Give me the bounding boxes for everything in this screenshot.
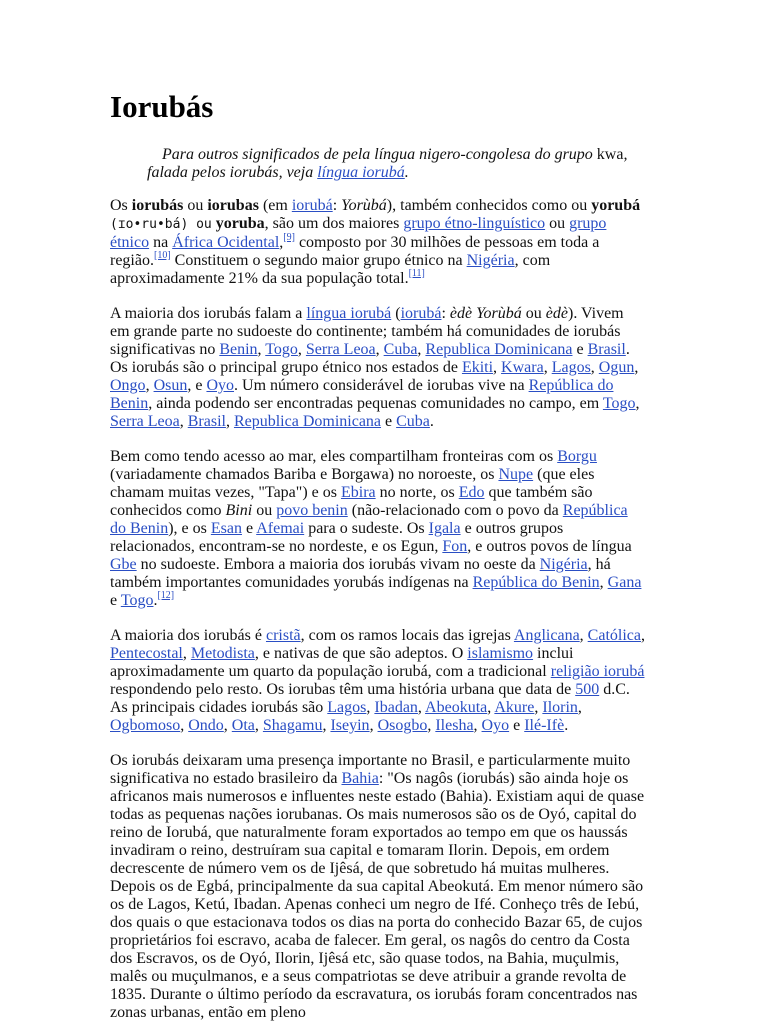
- link-ebira[interactable]: Ebira: [340, 484, 376, 501]
- link-metodista[interactable]: Metodista: [190, 645, 255, 662]
- paragraph-text: ,: [225, 413, 234, 430]
- link-lingua-ioruba[interactable]: língua iorubá: [317, 164, 405, 181]
- paragraph-text: ,: [590, 359, 599, 376]
- link-oyo[interactable]: Oyo: [481, 717, 510, 734]
- paragraph-text: e: [110, 592, 121, 609]
- italic-term: èdè: [545, 305, 568, 322]
- link-republica-dominicana[interactable]: Republica Dominicana: [233, 413, 382, 430]
- paragraph-text: : "Os nagôs (iorubás) são ainda hoje os africanos mais numerosos e influentes neste estado (Bahia). Existiam aqui de quase todas as pequenas nações iorubanas. Os mais numerosos são os de Oyó, capital do reino de Iorubá, que naturalmente foram exportados ao tempo em que os haussás invadiram o reino, destruíram sua capital e tomaram Ilorin. Depois, em ordem decrescente de número vem os de Ijêsá, de que sobretudo há muitas mulheres. Depois os de Egbá, principalmente da sua capital Abeokutá. Em menor número são os de Lagos, Ketú, Ibadan. Apenas conheci um negro de Ifé. Conheço três de Iebú, dos quais o que estacionava todos os dias na porta do conhecido Bazar 65, de cujos proprietários foi escravo, acaba de falecer. Em geral, os nagôs do centro da Costa dos Escravos, os de Oyó, Ilorin, Ijêsá etc, são quase todos, na Bahia, muçulmis, malês ou muçulmanos, e a seus compatriotas se deve atribuir a grande revolta de 1835. Durante o último período da escravatura, os iorubás foram concentrados nas zonas urbanas, então em pleno: [110, 770, 645, 1021]
- paragraph-text: ,: [634, 359, 639, 376]
- hatnote: [147, 146, 645, 182]
- bold-term: yorubá: [591, 197, 641, 214]
- paragraph-3: [110, 448, 645, 610]
- bold-term: yoruba: [215, 215, 265, 232]
- paragraph-text: ,: [417, 341, 426, 358]
- link-osun[interactable]: Osun: [153, 377, 188, 394]
- link-ibadan[interactable]: Ibadan: [374, 699, 418, 716]
- page-title: Iorubás: [110, 89, 214, 124]
- paragraph-text: , há também importantes comunidades yorubás indígenas na: [110, 556, 611, 591]
- bold-term: iorubas: [207, 197, 259, 214]
- link-brasil[interactable]: Brasil: [187, 413, 226, 430]
- link-esan[interactable]: Esan: [210, 520, 242, 537]
- paragraph-text: ,: [579, 627, 588, 644]
- link-lingua-ioruba[interactable]: língua iorubá: [306, 305, 392, 322]
- link-igala[interactable]: Igala: [428, 520, 461, 537]
- paragraph-text: ,: [366, 699, 375, 716]
- italic-term: Bini: [225, 502, 253, 519]
- link-cuba[interactable]: Cuba: [383, 341, 418, 358]
- link-shagamu[interactable]: Shagamu: [262, 717, 323, 734]
- link-akure[interactable]: Akure: [494, 699, 535, 716]
- link-oyo[interactable]: Oyo: [206, 377, 235, 394]
- paragraph-text: (não-relacionado com o povo da: [347, 502, 563, 519]
- paragraph-text: ,: [640, 627, 645, 644]
- paragraph-text: Os: [110, 197, 132, 214]
- link-catolica[interactable]: Católica: [587, 627, 641, 644]
- link-brasil[interactable]: Brasil: [587, 341, 626, 358]
- article: [110, 89, 645, 1022]
- paragraph-text: ,: [577, 699, 582, 716]
- link-religiao-ioruba[interactable]: religião iorubá: [550, 663, 645, 680]
- paragraph-text: ,: [180, 717, 189, 734]
- paragraph-text: Bem como tendo acesso ao mar, eles compartilham fronteiras com os: [110, 448, 558, 465]
- paragraph-text: ,: [599, 574, 608, 591]
- link-ioruba[interactable]: iorubá: [400, 305, 442, 322]
- paragraph-text: , são um dos maiores: [264, 215, 404, 232]
- pronunciation-text: (ɪo•ru•bá) ou: [110, 217, 212, 232]
- link-islamismo[interactable]: islamismo: [467, 645, 534, 662]
- paragraph-text: composto por 30 milhões de pessoas em toda a região.: [110, 234, 600, 269]
- link-cuba[interactable]: Cuba: [396, 413, 430, 430]
- link-500[interactable]: 500: [575, 681, 600, 698]
- italic-term: Yorùbá: [341, 197, 387, 214]
- paragraph-text: no norte, os: [375, 484, 459, 501]
- paragraph-text: na: [149, 234, 173, 251]
- paragraph-text: (em: [258, 197, 292, 214]
- paragraph-text: e: [381, 413, 397, 430]
- paragraph-text: ,: [543, 359, 552, 376]
- link-republica-dominicana[interactable]: Republica Dominicana: [425, 341, 573, 358]
- paragraph-text: , e: [187, 377, 207, 394]
- paragraph-text: Constituem o segundo maior grupo étnico na: [170, 252, 467, 269]
- paragraph-text: . Os iorubás são o principal grupo étnico nos estados de: [110, 341, 630, 376]
- paragraph-text: . Um número considerável de iorubas vive na: [234, 377, 529, 394]
- paragraph-text: , e nativas de que são adeptos. O: [254, 645, 468, 662]
- paragraph-2: [110, 305, 645, 431]
- paragraph-text: ou: [183, 197, 208, 214]
- paragraph-text: ,: [534, 699, 543, 716]
- paragraph-text: , e outros povos de língua: [467, 538, 632, 555]
- link-ilesha[interactable]: Ilesha: [435, 717, 474, 734]
- link-ilorin[interactable]: Ilorin: [542, 699, 578, 716]
- link-bahia[interactable]: Bahia: [341, 770, 379, 787]
- language-group-name: kwa: [596, 146, 624, 163]
- link-republica-do-benin[interactable]: República do Benin: [110, 502, 628, 537]
- paragraph-text: inclui aproximadamente um quarto da população iorubá, com a tradicional: [110, 645, 574, 680]
- citation-ref-10[interactable]: [10]: [153, 249, 171, 261]
- paragraph-text: ), e os: [168, 520, 211, 537]
- link-ongo[interactable]: Ongo: [110, 377, 146, 394]
- paragraph-4: [110, 627, 645, 735]
- paragraph-text: , ainda podendo ser encontradas pequenas comunidades no campo, em: [148, 395, 603, 412]
- link-lagos[interactable]: Lagos: [551, 359, 591, 376]
- paragraph-text: e outros grupos relacionados, encontram-se no nordeste, e os Egun,: [110, 520, 564, 555]
- link-togo[interactable]: Togo: [265, 341, 298, 358]
- paragraph-text: , com os ramos locais das igrejas: [300, 627, 514, 644]
- link-crista[interactable]: cristã: [265, 627, 301, 644]
- link-grupo-etno-linguistico[interactable]: grupo étno-linguístico: [403, 215, 546, 232]
- link-benin[interactable]: Benin: [219, 341, 258, 358]
- link-kwara[interactable]: Kwara: [501, 359, 544, 376]
- paragraph-text: , com aproximadamente 21% da sua população total.: [110, 252, 551, 287]
- paragraph-text: que também são conhecidos como: [110, 484, 593, 519]
- link-pentecostal[interactable]: Pentecostal: [110, 645, 183, 662]
- link-grupo-etnico[interactable]: grupo étnico: [110, 215, 607, 251]
- paragraph-text: ou: [252, 502, 277, 519]
- paragraph-text: .: [564, 717, 569, 734]
- paragraph-text: ,: [473, 717, 482, 734]
- bold-term: iorubás: [131, 197, 184, 214]
- link-edo[interactable]: Edo: [458, 484, 485, 501]
- citation-ref-11[interactable]: [11]: [408, 267, 425, 279]
- link-fon[interactable]: Fon: [442, 538, 468, 555]
- link-ile-ife[interactable]: Ilé-Ifè: [524, 717, 565, 734]
- paragraph-text: ,: [257, 341, 266, 358]
- link-serra-leoa[interactable]: Serra Leoa: [305, 341, 376, 358]
- link-gana[interactable]: Gana: [607, 574, 642, 591]
- link-povo-benin[interactable]: povo benin: [276, 502, 348, 519]
- link-serra-leoa[interactable]: Serra Leoa: [110, 413, 180, 430]
- paragraph-1: [110, 197, 645, 288]
- link-ioruba[interactable]: iorubá: [291, 197, 333, 214]
- link-republica-do-benin[interactable]: República do Benin: [110, 377, 614, 412]
- paragraph-5: [110, 752, 645, 1022]
- link-borgu[interactable]: Borgu: [557, 448, 597, 465]
- link-africa-ocidental[interactable]: África Ocidental: [172, 234, 280, 251]
- paragraph-text: Os iorubás deixaram uma presença importante no Brasil, e particularmente muito significativa no estado brasileiro da: [110, 752, 631, 787]
- paragraph-text: e: [572, 341, 588, 358]
- paragraph-text: ,: [375, 341, 384, 358]
- link-nupe[interactable]: Nupe: [498, 466, 534, 483]
- link-nigeria[interactable]: Nigéria: [466, 252, 515, 269]
- italic-term: èdè Yorùbá: [449, 305, 522, 322]
- paragraph-text: d.C. As principais cidades iorubás são: [110, 681, 630, 716]
- link-nigeria[interactable]: Nigéria: [539, 556, 588, 573]
- paragraph-text: Para outros significados de pela língua nigero-congolesa do grupo: [162, 146, 597, 163]
- paragraph-text: ,: [417, 699, 426, 716]
- link-ekiti[interactable]: Ekiti: [461, 359, 494, 376]
- paragraph-text: .: [153, 592, 158, 609]
- paragraph-text: ,: [145, 377, 154, 394]
- paragraph-text: ,: [322, 717, 331, 734]
- link-anglicana[interactable]: Anglicana: [513, 627, 580, 644]
- link-lagos[interactable]: Lagos: [327, 699, 367, 716]
- citation-ref-9[interactable]: [9]: [283, 231, 295, 243]
- paragraph-text: , falada pelos iorubás, veja: [147, 146, 628, 181]
- paragraph-text: ,: [179, 413, 188, 430]
- link-iseyin[interactable]: Iseyin: [330, 717, 370, 734]
- paragraph-text: ), também conhecidos como ou: [386, 197, 592, 214]
- link-afemai[interactable]: Afemai: [256, 520, 305, 537]
- link-ogun[interactable]: Ogun: [598, 359, 635, 376]
- citation-ref-12[interactable]: [12]: [157, 589, 175, 601]
- paragraph-text: ,: [223, 717, 232, 734]
- paragraph-text: :: [332, 197, 342, 214]
- paragraph-text: ,: [254, 717, 263, 734]
- link-togo[interactable]: Togo: [120, 592, 154, 609]
- paragraph-text: para o sudeste. Os: [304, 520, 429, 537]
- paragraph-text: A maioria dos iorubás falam a: [110, 305, 307, 322]
- paragraph-text: no sudoeste. Embora a maioria dos iorubás vivam no oeste da: [136, 556, 540, 573]
- paragraph-text: respondendo pelo resto. Os iorubas têm uma história urbana que data de: [110, 681, 576, 698]
- link-osogbo[interactable]: Osogbo: [377, 717, 428, 734]
- paragraph-text: ou: [545, 215, 570, 232]
- paragraph-text: ). Vivem em grande parte no sudoeste do continente; também há comunidades de iorubás significativas no: [110, 305, 624, 358]
- paragraph-text: .: [404, 164, 409, 181]
- paragraph-text: ,: [297, 341, 306, 358]
- link-gbe[interactable]: Gbe: [110, 556, 137, 573]
- paragraph-text: A maioria dos iorubás é: [110, 627, 266, 644]
- link-ota[interactable]: Ota: [231, 717, 255, 734]
- paragraph-text: ,: [493, 359, 502, 376]
- paragraph-text: ,: [369, 717, 378, 734]
- paragraph-text: :: [441, 305, 450, 322]
- paragraph-text: ,: [182, 645, 191, 662]
- paragraph-text: e: [509, 717, 525, 734]
- paragraph-text: .: [429, 413, 434, 430]
- paragraph-text: e: [241, 520, 257, 537]
- paragraph-text: ,: [279, 234, 284, 251]
- paragraph-text: (que eles chamam muitas vezes, "Tapa") e os: [110, 466, 595, 501]
- paragraph-text: ou: [521, 305, 546, 322]
- paragraph-text: (variadamente chamados Bariba e Borgawa) no noroeste, os: [110, 466, 499, 483]
- link-togo[interactable]: Togo: [602, 395, 636, 412]
- paragraph-text: ,: [427, 717, 436, 734]
- link-ogbomoso[interactable]: Ogbomoso: [110, 717, 181, 734]
- link-ondo[interactable]: Ondo: [188, 717, 224, 734]
- link-abeokuta[interactable]: Abeokuta: [425, 699, 488, 716]
- paragraph-text: ,: [635, 395, 640, 412]
- link-republica-do-benin[interactable]: República do Benin: [472, 574, 600, 591]
- paragraph-text: ,: [487, 699, 495, 716]
- paragraph-text: (: [391, 305, 401, 322]
